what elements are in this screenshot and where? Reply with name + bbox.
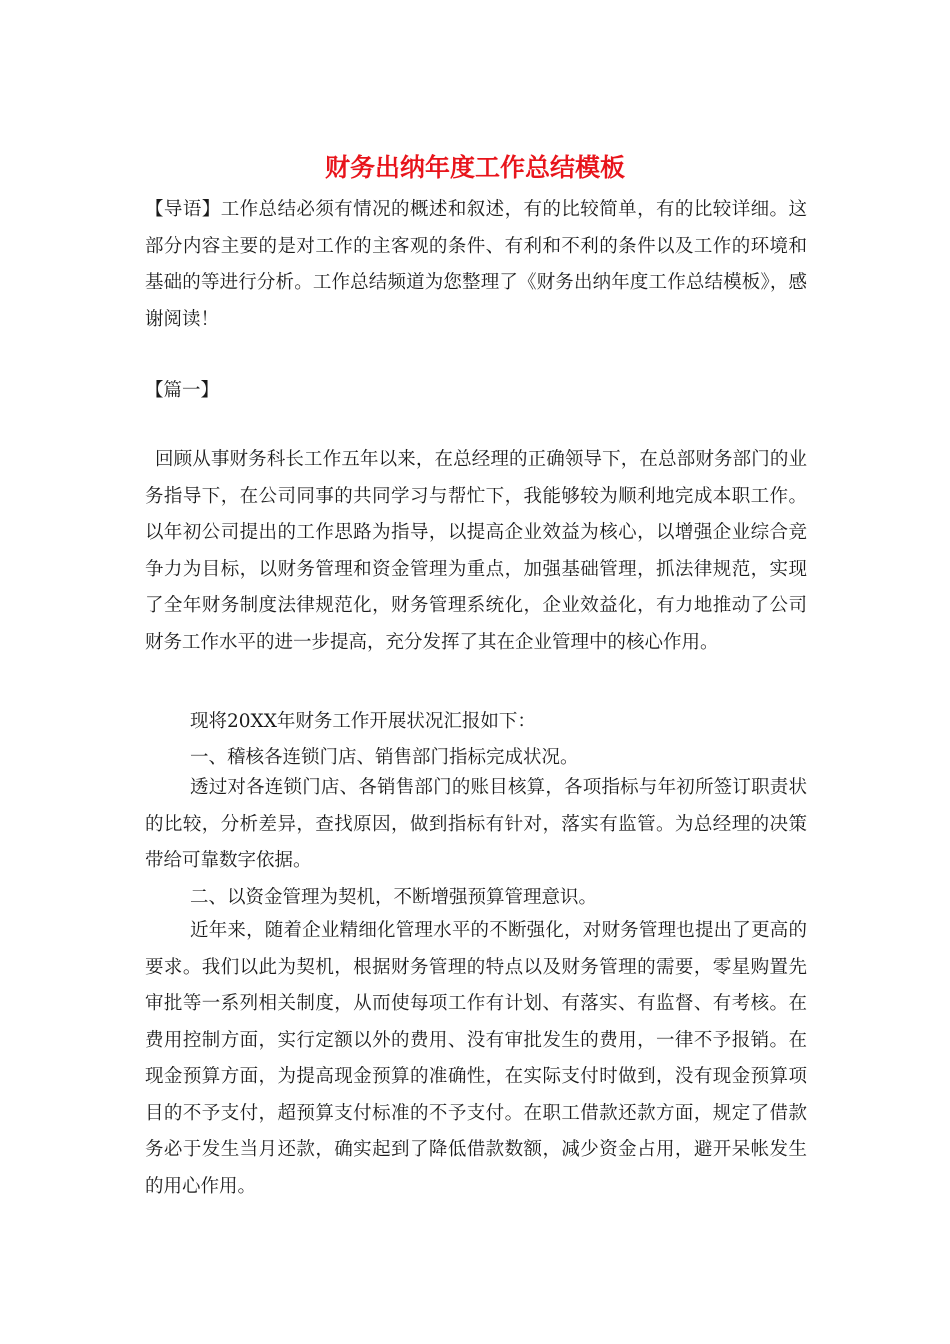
document-title: 财务出纳年度工作总结模板 <box>324 153 625 182</box>
heading-item-2: 二、以资金管理为契机，不断增强预算管理意识。 <box>190 887 598 908</box>
body-paragraph-3: 透过对各连锁门店、各销售部门的账目核算，各项指标与年初所签订职责状的比较，分析差异，查找原因，做到指标有针对，落实有监管。为总经理的决策带给可靠数字依据。 <box>145 777 807 871</box>
body-paragraph-1: 回顾从事财务科长工作五年以来，在总经理的正确领导下，在总部财务部门的业务指导下，在公司同事的共同学习与帮忙下，我能够较为顺利地完成本职工作。以年初公司提出的工作思路为指导，以提高企业效益为核心，以增强企业综合竞争力为目标，以财务管理和资金管理为重点，加强基础管理，抓法律规范，实现了全年财务制度法律规范化，财务管理系统化，企业效益化，有力地推动了公司财务工作水平的进一步提高，充分发挥了其在企业管理中的核心作用。 <box>145 449 807 653</box>
intro-paragraph: 【导语】工作总结必须有情况的概述和叙述，有的比较简单，有的比较详细。这部分内容主要的是对工作的主客观的条件、有利和不利的条件以及工作的环境和基础的等进行分析。工作总结频道为您整理了《财务出纳年度工作总结模板》，感谢阅读！ <box>145 199 807 330</box>
heading-item-1: 一、稽核各连锁门店、销售部门指标完成状况。 <box>190 747 579 768</box>
body-paragraph-2: 现将20XX年财务工作开展状况汇报如下： <box>190 711 536 732</box>
body-paragraph-4: 近年来，随着企业精细化管理水平的不断强化，对财务管理也提出了更高的要求。我们以此为契机，根据财务管理的特点以及财务管理的需要，零星购置先审批等一系列相关制度，从而使每项工作有计划、有落实、有监督、有考核。在费用控制方面，实行定额以外的费用、没有审批发生的费用，一律不予报销。在现金预算方面，为提高现金预算的准确性，在实际支付时做到，没有现金预算项目的不予支付，超预算支付标准的不予支付。在职工借款还款方面，规定了借款务必于发生当月还款，确实起到了降低借款数额，减少资金占用，避开呆帐发生的用心作用。 <box>145 920 807 1197</box>
section-label: 【篇一】 <box>145 380 220 401</box>
